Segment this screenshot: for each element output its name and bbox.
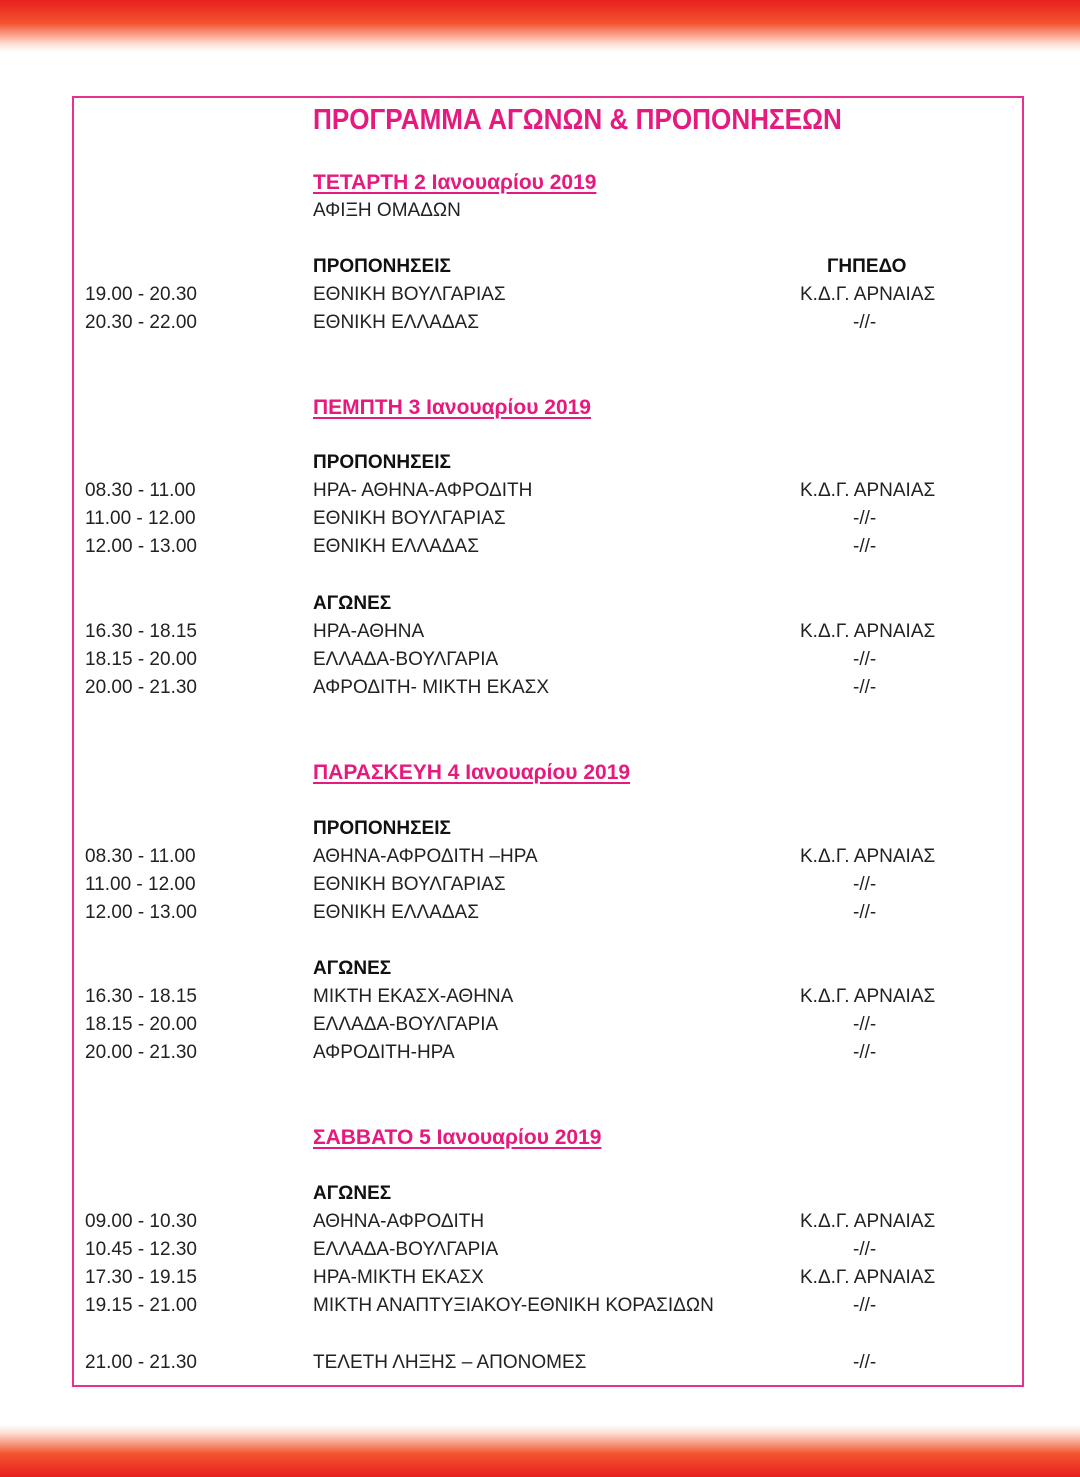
row-time: 19.00 - 20.30 — [85, 284, 197, 305]
row-venue: -//- — [853, 536, 877, 557]
row-event: ΕΛΛΑΔΑ-ΒΟΥΛΓΑΡΙΑ — [313, 649, 499, 670]
row-event: ΗΡΑ- ΑΘΗΝΑ-ΑΦΡΟΔΙΤΗ — [313, 480, 533, 501]
section-label-trainings: ΠΡΟΠΟΝΗΣΕΙΣ — [313, 452, 451, 473]
row-time: 20.30 - 22.00 — [85, 312, 197, 333]
top-decorative-band — [0, 0, 1080, 52]
row-venue: Κ.Δ.Γ. ΑΡΝΑΙΑΣ — [800, 1267, 936, 1288]
row-venue: -//- — [853, 677, 877, 698]
row-venue: -//- — [853, 902, 877, 923]
section-label-games: ΑΓΩΝΕΣ — [313, 1183, 392, 1204]
row-venue: -//- — [853, 1042, 877, 1063]
section-label-trainings: ΠΡΟΠΟΝΗΣΕΙΣ — [313, 818, 451, 839]
closing-venue: -//- — [853, 1352, 877, 1373]
row-event: ΗΡΑ-ΑΘΗΝΑ — [313, 621, 425, 642]
row-venue: -//- — [853, 508, 877, 529]
row-event: ΕΘΝΙΚΗ ΕΛΛΑΔΑΣ — [313, 312, 479, 333]
day-heading: ΤΕΤΑΡΤΗ 2 Ιανουαρίου 2019 — [313, 171, 597, 194]
row-event: ΗΡΑ-ΜΙΚΤΗ ΕΚΑΣΧ — [313, 1267, 484, 1288]
row-event: ΕΘΝΙΚΗ ΕΛΛΑΔΑΣ — [313, 902, 479, 923]
day-note: ΑΦΙΞΗ ΟΜΑΔΩΝ — [313, 200, 461, 221]
row-event: ΕΘΝΙΚΗ ΕΛΛΑΔΑΣ — [313, 536, 479, 557]
row-venue: -//- — [853, 1239, 877, 1260]
closing-time: 21.00 - 21.30 — [85, 1352, 197, 1373]
row-event: ΕΘΝΙΚΗ ΒΟΥΛΓΑΡΙΑΣ — [313, 508, 506, 529]
day-heading: ΣΑΒΒΑΤΟ 5 Ιανουαρίου 2019 — [313, 1126, 602, 1149]
row-venue: -//- — [853, 1014, 877, 1035]
row-time: 08.30 - 11.00 — [85, 846, 196, 867]
section-label-games: ΑΓΩΝΕΣ — [313, 958, 392, 979]
row-venue: -//- — [853, 874, 877, 895]
row-time: 17.30 - 19.15 — [85, 1267, 197, 1288]
row-event: ΜΙΚΤΗ ΕΚΑΣΧ-ΑΘΗΝΑ — [313, 986, 514, 1007]
row-venue: Κ.Δ.Γ. ΑΡΝΑΙΑΣ — [800, 480, 936, 501]
row-event: ΕΘΝΙΚΗ ΒΟΥΛΓΑΡΙΑΣ — [313, 874, 506, 895]
row-event: ΕΘΝΙΚΗ ΒΟΥΛΓΑΡΙΑΣ — [313, 284, 506, 305]
row-venue: -//- — [853, 649, 877, 670]
row-venue: Κ.Δ.Γ. ΑΡΝΑΙΑΣ — [800, 284, 936, 305]
page-title: ΠΡΟΓΡΑΜΜΑ ΑΓΩΝΩΝ & ΠΡΟΠΟΝΗΣΕΩΝ — [313, 104, 842, 136]
row-event: ΑΦΡΟΔΙΤΗ-ΗΡΑ — [313, 1042, 455, 1063]
row-time: 12.00 - 13.00 — [85, 902, 197, 923]
row-venue: Κ.Δ.Γ. ΑΡΝΑΙΑΣ — [800, 986, 936, 1007]
row-time: 16.30 - 18.15 — [85, 986, 197, 1007]
row-time: 19.15 - 21.00 — [85, 1295, 197, 1316]
section-label-trainings: ΠΡΟΠΟΝΗΣΕΙΣ — [313, 256, 451, 277]
bottom-decorative-band — [0, 1425, 1080, 1477]
row-time: 12.00 - 13.00 — [85, 536, 197, 557]
row-time: 08.30 - 11.00 — [85, 480, 196, 501]
row-event: ΑΘΗΝΑ-ΑΦΡΟΔΙΤΗ — [313, 1211, 485, 1232]
row-event: ΑΘΗΝΑ-ΑΦΡΟΔΙΤΗ –ΗΡΑ — [313, 846, 538, 867]
row-event: ΕΛΛΑΔΑ-ΒΟΥΛΓΑΡΙΑ — [313, 1014, 499, 1035]
row-time: 18.15 - 20.00 — [85, 1014, 197, 1035]
row-time: 11.00 - 12.00 — [85, 874, 196, 895]
day-heading: ΠΕΜΠΤΗ 3 Ιανουαρίου 2019 — [313, 396, 591, 419]
row-time: 10.45 - 12.30 — [85, 1239, 197, 1260]
section-label-games: ΑΓΩΝΕΣ — [313, 593, 392, 614]
row-venue: -//- — [853, 1295, 877, 1316]
row-time: 16.30 - 18.15 — [85, 621, 197, 642]
row-time: 20.00 - 21.30 — [85, 677, 197, 698]
row-event: ΜΙΚΤΗ ΑΝΑΠΤΥΞΙΑΚΟΥ-ΕΘΝΙΚΗ ΚΟΡΑΣΙΔΩΝ — [313, 1295, 714, 1316]
row-time: 11.00 - 12.00 — [85, 508, 196, 529]
row-event: ΑΦΡΟΔΙΤΗ- ΜΙΚΤΗ ΕΚΑΣΧ — [313, 677, 550, 698]
row-venue: Κ.Δ.Γ. ΑΡΝΑΙΑΣ — [800, 621, 936, 642]
row-time: 20.00 - 21.30 — [85, 1042, 197, 1063]
row-event: ΕΛΛΑΔΑ-ΒΟΥΛΓΑΡΙΑ — [313, 1239, 499, 1260]
closing-event: ΤΕΛΕΤΗ ΛΗΞΗΣ – ΑΠΟΝΟΜΕΣ — [313, 1352, 587, 1373]
day-heading: ΠΑΡΑΣΚΕΥΗ 4 Ιανουαρίου 2019 — [313, 761, 631, 784]
row-time: 18.15 - 20.00 — [85, 649, 197, 670]
row-venue: -//- — [853, 312, 877, 333]
venue-column-header: ΓΗΠΕΔΟ — [827, 256, 907, 277]
row-venue: Κ.Δ.Γ. ΑΡΝΑΙΑΣ — [800, 1211, 936, 1232]
row-venue: Κ.Δ.Γ. ΑΡΝΑΙΑΣ — [800, 846, 936, 867]
row-time: 09.00 - 10.30 — [85, 1211, 197, 1232]
